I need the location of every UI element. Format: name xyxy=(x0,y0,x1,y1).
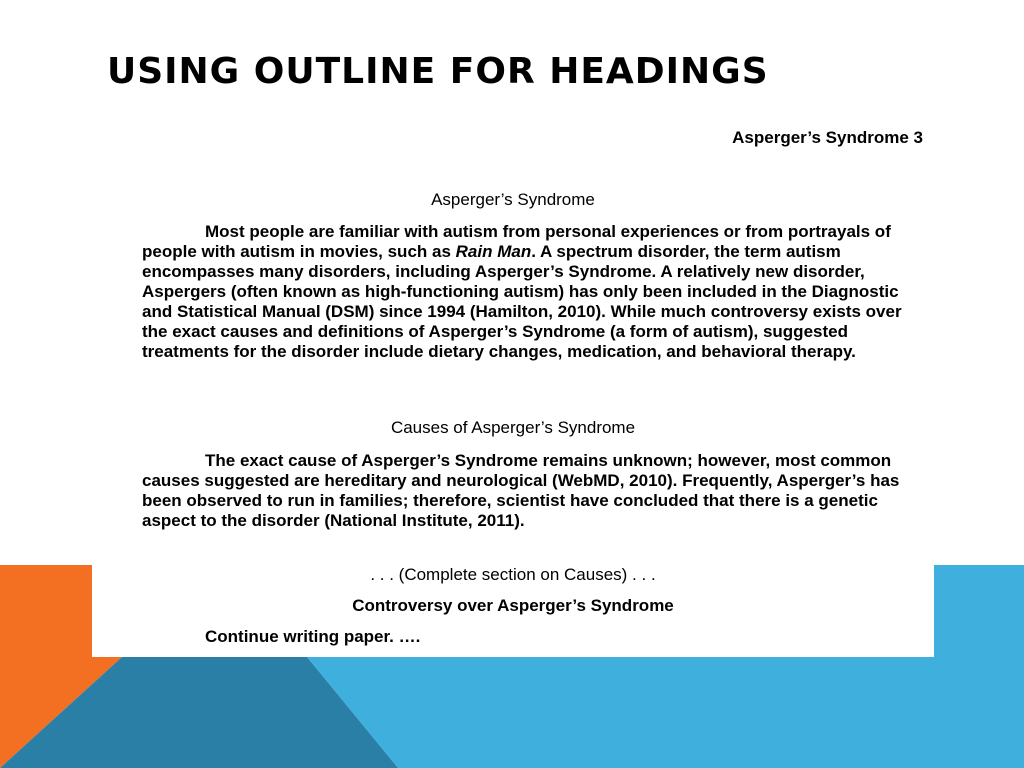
heading-controversy: Controversy over Asperger’s Syndrome xyxy=(352,596,674,615)
movie-title: Rain Man xyxy=(455,242,532,261)
continue-note: Continue writing paper. …. xyxy=(205,627,421,646)
paper-page xyxy=(92,122,934,657)
heading-causes: Causes of Asperger’s Syndrome xyxy=(390,418,636,437)
ellipsis-note: . . . (Complete section on Causes) . . . xyxy=(370,565,656,584)
paragraph-intro-text-after: . A spectrum disorder, the term autism encompasses many disorders, including Asperger’s Syndrome. A relatively new disorder, Aspergers (often known as high-functioning autism) has only been included in the Diagnostic and Statistical Manual (DSM) since 1994 (Hamilton, 2010). While much controversy exists over the exact causes and definitions of Asperger’s Syndrome (a form of autism), suggested treatments for the disorder include dietary changes, medication, and behavioral therapy. xyxy=(142,242,902,361)
slide-title: USING OUTLINE FOR HEADINGS xyxy=(107,51,769,92)
paragraph-intro xyxy=(142,222,922,362)
heading-main: Asperger’s Syndrome xyxy=(431,190,595,209)
paragraph-causes: The exact cause of Asperger’s Syndrome remains unknown; however, most common causes suggested are hereditary and neurological (WebMD, 2010). Frequently, Asperger’s has been observed to run in families; therefore, scientist have concluded that there is a genetic aspect to the disorder (National Institute, 2011). xyxy=(142,451,900,530)
paragraph-intro-text-before: Most people are familiar with autism from personal experiences or from portrayals of people with autism in movies, such as xyxy=(142,222,891,261)
running-head: Asperger’s Syndrome 3 xyxy=(732,128,923,147)
